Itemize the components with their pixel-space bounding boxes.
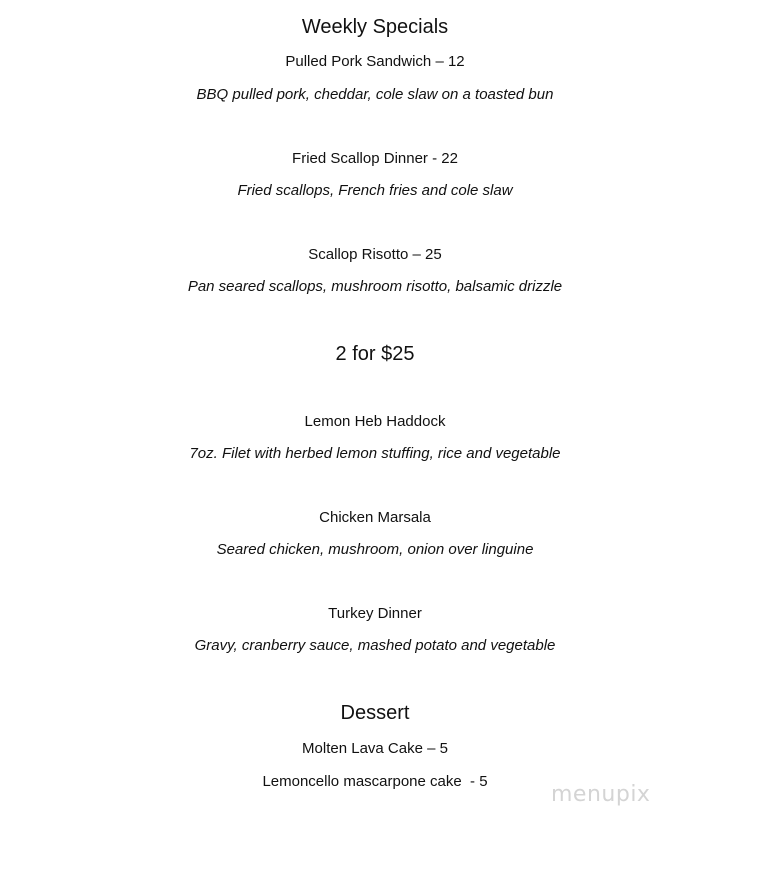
menu-item-name: Turkey Dinner — [328, 605, 422, 622]
menu-item-description: Gravy, cranberry sauce, mashed potato and vegetable — [194, 637, 556, 654]
weekly-specials-heading: Weekly Specials — [301, 16, 449, 38]
menu-item-name: Scallop Risotto – 25 — [308, 246, 442, 263]
menu-item-description: 7oz. Filet with herbed lemon stuffing, rice and vegetable — [189, 445, 561, 462]
menu-item-description: Seared chicken, mushroom, onion over linguine — [216, 541, 534, 558]
menu-item-description: Pan seared scallops, mushroom risotto, balsamic drizzle — [187, 278, 563, 295]
menu-item-name: Pulled Pork Sandwich – 12 — [285, 53, 465, 70]
menu-item-name: Fried Scallop Dinner - 22 — [292, 150, 458, 167]
watermark-logo: menupix — [551, 782, 651, 807]
menu-item-name: Lemoncello mascarpone cake - 5 — [262, 773, 488, 790]
menu-item-name: Molten Lava Cake – 5 — [302, 740, 448, 757]
menu-item-description: BBQ pulled pork, cheddar, cole slaw on a toasted bun — [196, 86, 554, 103]
menu-item-name: Lemon Heb Haddock — [304, 413, 446, 430]
two-for-heading: 2 for $25 — [335, 343, 415, 365]
menu-item-description: Fried scallops, French fries and cole slaw — [237, 182, 513, 199]
menu-item-name: Chicken Marsala — [319, 509, 431, 526]
dessert-heading: Dessert — [340, 702, 410, 724]
